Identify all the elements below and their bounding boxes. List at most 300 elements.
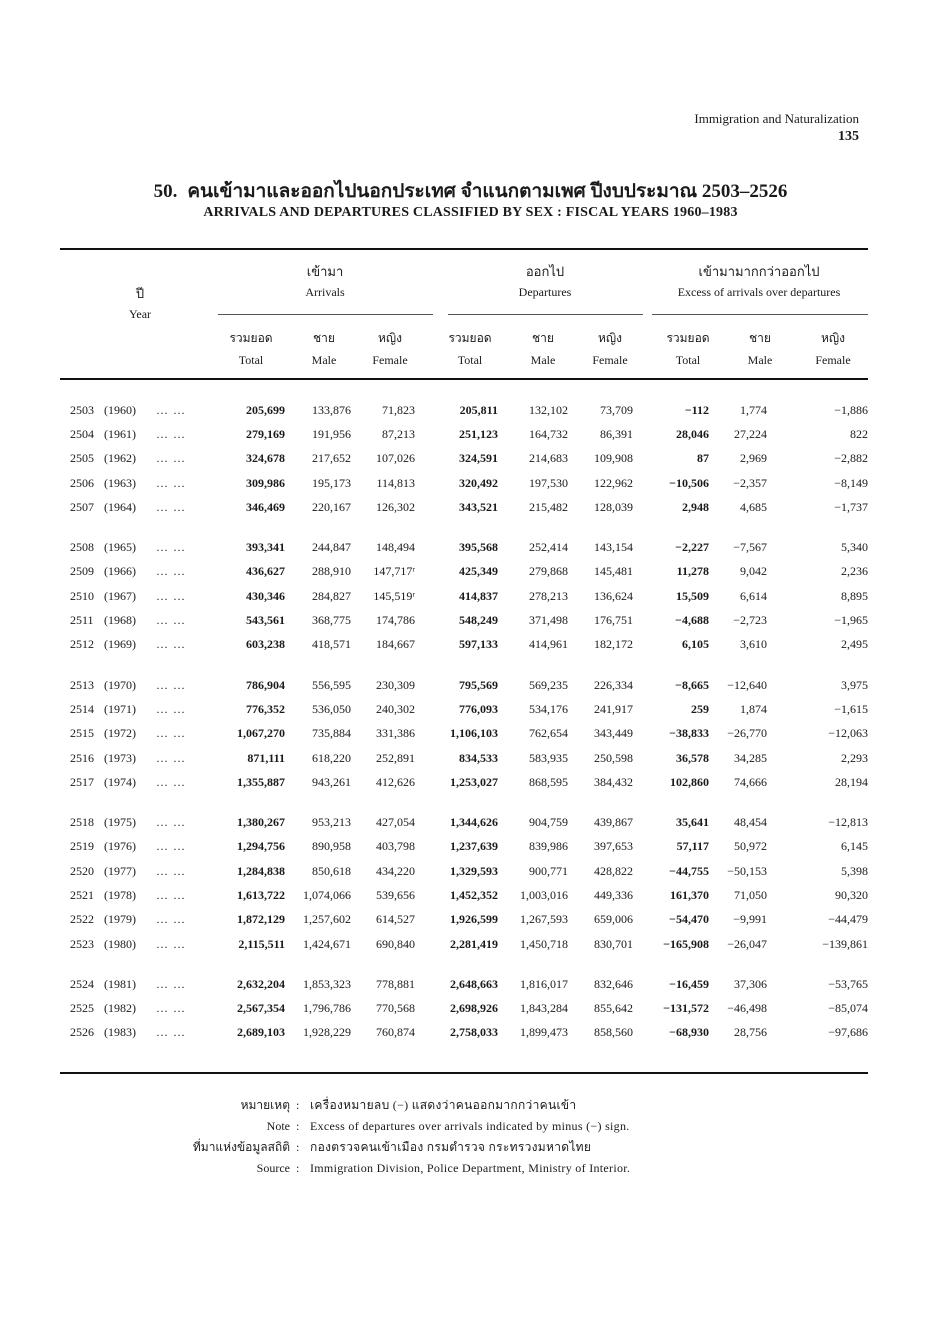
- arrivals-female-cell: 252,891: [376, 750, 415, 765]
- excess-male-cell: 1,774: [740, 402, 767, 417]
- dots-cell: … …: [156, 564, 186, 579]
- be-year-cell: 2520: [70, 863, 94, 878]
- table-row: [60, 932, 868, 956]
- dots-cell: … …: [156, 976, 186, 991]
- title-thai-text: คนเข้ามาและออกไปนอกประเทศ จำแนกตามเพศ ปีงบประมาณ 2503–2526: [187, 181, 788, 202]
- dots-cell: … …: [156, 912, 186, 927]
- arrivals-male-cell: 1,257,602: [303, 912, 351, 927]
- group-spacer: [60, 657, 868, 673]
- departures-total-cell: 425,349: [459, 564, 498, 579]
- departures-male-cell: 279,868: [529, 564, 568, 579]
- be-year-cell: 2516: [70, 750, 94, 765]
- departures-total-cell: 1,452,352: [450, 887, 498, 902]
- table-row: [60, 447, 868, 471]
- group-spacer: [60, 519, 868, 535]
- ad-year-cell: (1975): [104, 815, 136, 830]
- table-row: [60, 471, 868, 495]
- dots-cell: … …: [156, 750, 186, 765]
- departures-header: [445, 262, 645, 302]
- departures-female-cell: 143,154: [594, 540, 633, 555]
- excess-male-cell: 34,285: [734, 750, 767, 765]
- excess-male-cell: −9,991: [733, 912, 767, 927]
- ad-year-cell: (1967): [104, 588, 136, 603]
- excess-total-cell: −165,908: [663, 936, 709, 951]
- ad-year-cell: (1983): [104, 1025, 136, 1040]
- be-year-cell: 2519: [70, 839, 94, 854]
- departures-total-cell: 320,492: [459, 475, 498, 490]
- arrivals-underline: [218, 314, 433, 315]
- arrivals-total-cell: 393,341: [246, 540, 285, 555]
- dots-cell: … …: [156, 1001, 186, 1016]
- arrivals-male-cell: 288,910: [312, 564, 351, 579]
- table-row: [60, 560, 868, 584]
- departures-total-cell: 324,591: [459, 451, 498, 466]
- excess-female-cell: 90,320: [835, 887, 868, 902]
- excess-female-cell: 6,145: [841, 839, 868, 854]
- departures-male-cell: 1,450,718: [520, 936, 568, 951]
- ad-year-cell: (1961): [104, 426, 136, 441]
- excess-male-cell: 48,454: [734, 815, 767, 830]
- arrivals-male-cell: 1,424,671: [303, 936, 351, 951]
- arrivals-male-cell: 536,050: [312, 701, 351, 716]
- table-row: [60, 835, 868, 859]
- departures-total-header: รวมยอด Total: [448, 331, 492, 367]
- arrivals-male-header: ชาย Male: [311, 331, 337, 367]
- arrivals-male-cell: 418,571: [312, 637, 351, 652]
- departures-male-cell: 371,498: [529, 613, 568, 628]
- departures-male-cell: 534,176: [529, 701, 568, 716]
- departures-male-cell: 197,530: [529, 475, 568, 490]
- arrivals-header-en: Arrivals: [305, 285, 345, 299]
- arrivals-female-cell: 778,881: [376, 976, 415, 991]
- excess-total-cell: −4,688: [675, 613, 709, 628]
- departures-male-cell: 900,771: [529, 863, 568, 878]
- excess-male-cell: 2,969: [740, 451, 767, 466]
- arrivals-female-cell: 230,309: [376, 677, 415, 692]
- excess-male-cell: 3,610: [740, 637, 767, 652]
- excess-total-cell: −68,930: [669, 1025, 709, 1040]
- arrivals-female-cell: 770,568: [376, 1001, 415, 1016]
- departures-female-cell: 109,908: [594, 451, 633, 466]
- arrivals-total-cell: 346,469: [246, 499, 285, 514]
- be-year-cell: 2507: [70, 499, 94, 514]
- excess-male-header: ชาย Male: [747, 331, 773, 367]
- ad-year-cell: (1976): [104, 839, 136, 854]
- departures-female-cell: 86,391: [600, 426, 633, 441]
- excess-female-cell: 2,293: [841, 750, 868, 765]
- notes: [150, 1095, 630, 1179]
- arrivals-total-cell: 436,627: [246, 564, 285, 579]
- data-table: [60, 398, 868, 1045]
- excess-female-cell: 2,236: [841, 564, 868, 579]
- table-row: [60, 1021, 868, 1045]
- excess-female-cell: 2,495: [841, 637, 868, 652]
- departures-female-cell: 384,432: [594, 774, 633, 789]
- arrivals-female-cell: 403,798: [376, 839, 415, 854]
- table-title-thai: [0, 176, 941, 206]
- departures-female-cell: 136,624: [594, 588, 633, 603]
- ad-year-cell: (1972): [104, 726, 136, 741]
- arrivals-total-cell: 309,986: [246, 475, 285, 490]
- departures-total-cell: 776,093: [459, 701, 498, 716]
- dots-cell: … …: [156, 588, 186, 603]
- ad-year-cell: (1973): [104, 750, 136, 765]
- table-row: [60, 908, 868, 932]
- arrivals-female-cell: 760,874: [376, 1025, 415, 1040]
- dots-cell: … …: [156, 936, 186, 951]
- excess-total-cell: −131,572: [663, 1001, 709, 1016]
- be-year-cell: 2503: [70, 402, 94, 417]
- dots-cell: … …: [156, 613, 186, 628]
- departures-total-cell: 2,698,926: [450, 1001, 498, 1016]
- departures-total-cell: 834,533: [459, 750, 498, 765]
- excess-female-cell: −1,737: [834, 499, 868, 514]
- excess-total-cell: 36,578: [676, 750, 709, 765]
- ad-year-cell: (1978): [104, 887, 136, 902]
- dots-cell: … …: [156, 426, 186, 441]
- be-year-cell: 2526: [70, 1025, 94, 1040]
- departures-male-header: ชาย Male: [530, 331, 556, 367]
- departures-female-cell: 830,701: [594, 936, 633, 951]
- arrivals-total-cell: 543,561: [246, 613, 285, 628]
- table-row: [60, 398, 868, 422]
- table-row: [60, 722, 868, 746]
- excess-header-thai: เข้ามามากกว่าออกไป: [698, 264, 820, 279]
- arrivals-female-cell: 147,717ʳ: [373, 564, 415, 579]
- excess-female-header: หญิง Female: [815, 331, 851, 367]
- ad-year-cell: (1966): [104, 564, 136, 579]
- excess-male-cell: −7,567: [733, 540, 767, 555]
- be-year-cell: 2517: [70, 774, 94, 789]
- departures-male-cell: 132,102: [529, 402, 568, 417]
- excess-female-cell: 8,895: [841, 588, 868, 603]
- departures-total-cell: 2,281,419: [450, 936, 498, 951]
- be-year-cell: 2504: [70, 426, 94, 441]
- departures-total-cell: 1,253,027: [450, 774, 498, 789]
- departures-underline: [448, 314, 643, 315]
- departures-female-cell: 428,822: [594, 863, 633, 878]
- arrivals-total-cell: 279,169: [246, 426, 285, 441]
- arrivals-female-cell: 539,656: [376, 887, 415, 902]
- ad-year-cell: (1971): [104, 701, 136, 716]
- dots-cell: … …: [156, 637, 186, 652]
- excess-male-cell: 4,685: [740, 499, 767, 514]
- excess-underline: [652, 314, 868, 315]
- arrivals-female-cell: 145,519ʳ: [373, 588, 415, 603]
- departures-male-cell: 839,986: [529, 839, 568, 854]
- excess-total-header: รวมยอด Total: [666, 331, 710, 367]
- departures-female-cell: 73,709: [600, 402, 633, 417]
- arrivals-total-cell: 1,380,267: [237, 815, 285, 830]
- excess-female-cell: −12,063: [828, 726, 868, 741]
- excess-female-cell: −1,615: [834, 701, 868, 716]
- table-number: 50.: [153, 181, 178, 202]
- ad-year-cell: (1979): [104, 912, 136, 927]
- be-year-cell: 2506: [70, 475, 94, 490]
- be-year-cell: 2512: [70, 637, 94, 652]
- excess-total-cell: 15,509: [676, 588, 709, 603]
- ad-year-cell: (1968): [104, 613, 136, 628]
- excess-total-cell: 11,278: [676, 564, 709, 579]
- excess-male-cell: −50,153: [727, 863, 767, 878]
- departures-female-cell: 397,653: [594, 839, 633, 854]
- arrivals-female-cell: 174,786: [376, 613, 415, 628]
- departures-total-cell: 795,569: [459, 677, 498, 692]
- excess-male-cell: −2,357: [733, 475, 767, 490]
- excess-total-cell: −8,665: [675, 677, 709, 692]
- excess-female-cell: −12,813: [828, 815, 868, 830]
- arrivals-female-header: หญิง Female: [372, 331, 408, 367]
- excess-male-cell: −12,640: [727, 677, 767, 692]
- arrivals-total-cell: 324,678: [246, 451, 285, 466]
- arrivals-total-cell: 786,904: [246, 677, 285, 692]
- excess-female-cell: 28,194: [835, 774, 868, 789]
- source-english: Source : Immigration Division, Police Department, Ministry of Interior.: [256, 1161, 631, 1175]
- departures-male-cell: 762,654: [529, 726, 568, 741]
- arrivals-female-cell: 614,527: [376, 912, 415, 927]
- be-year-cell: 2521: [70, 887, 94, 902]
- departures-female-cell: 241,917: [594, 701, 633, 716]
- table-row: [60, 859, 868, 883]
- departures-male-cell: 1,003,016: [520, 887, 568, 902]
- departures-male-cell: 1,267,593: [520, 912, 568, 927]
- arrivals-male-cell: 953,213: [312, 815, 351, 830]
- excess-male-cell: −26,047: [727, 936, 767, 951]
- section-title: Immigration and Naturalization: [694, 111, 859, 126]
- dots-cell: … …: [156, 774, 186, 789]
- departures-female-cell: 122,962: [594, 475, 633, 490]
- excess-female-cell: −85,074: [828, 1001, 868, 1016]
- excess-total-cell: 102,860: [670, 774, 709, 789]
- arrivals-male-cell: 890,958: [312, 839, 351, 854]
- excess-male-cell: 6,614: [740, 588, 767, 603]
- dots-cell: … …: [156, 402, 186, 417]
- arrivals-total-cell: 603,238: [246, 637, 285, 652]
- ad-year-cell: (1981): [104, 976, 136, 991]
- excess-female-cell: −44,479: [828, 912, 868, 927]
- ad-year-cell: (1965): [104, 540, 136, 555]
- arrivals-total-cell: 1,872,129: [237, 912, 285, 927]
- page-number: 135: [838, 129, 859, 144]
- departures-male-cell: 252,414: [529, 540, 568, 555]
- departures-male-cell: 214,683: [529, 451, 568, 466]
- departures-total-cell: 343,521: [459, 499, 498, 514]
- arrivals-female-cell: 107,026: [376, 451, 415, 466]
- arrivals-female-cell: 114,813: [376, 475, 415, 490]
- table-row: [60, 770, 868, 794]
- ad-year-cell: (1960): [104, 402, 136, 417]
- excess-total-cell: 6,105: [682, 637, 709, 652]
- excess-total-cell: −112: [684, 402, 709, 417]
- ad-year-cell: (1970): [104, 677, 136, 692]
- group-spacer: [60, 956, 868, 972]
- be-year-cell: 2514: [70, 701, 94, 716]
- arrivals-total-cell: 2,115,511: [238, 936, 285, 951]
- ad-year-cell: (1962): [104, 451, 136, 466]
- excess-male-cell: 50,972: [734, 839, 767, 854]
- arrivals-male-cell: 556,595: [312, 677, 351, 692]
- note-english: Note : Excess of departures over arrivals indicated by minus (−) sign.: [266, 1119, 630, 1133]
- excess-female-cell: −8,149: [834, 475, 868, 490]
- arrivals-male-cell: 1,796,786: [303, 1001, 351, 1016]
- departures-total-cell: 1,926,599: [450, 912, 498, 927]
- dots-cell: … …: [156, 701, 186, 716]
- arrivals-female-cell: 71,823: [382, 402, 415, 417]
- be-year-cell: 2524: [70, 976, 94, 991]
- excess-header-en: Excess of arrivals over departures: [677, 285, 841, 299]
- arrivals-male-cell: 1,853,323: [303, 976, 351, 991]
- arrivals-female-cell: 240,302: [376, 701, 415, 716]
- excess-male-cell: −2,723: [733, 613, 767, 628]
- departures-total-cell: 597,133: [459, 637, 498, 652]
- running-head: [694, 110, 859, 146]
- table-title-english: ARRIVALS AND DEPARTURES CLASSIFIED BY SEX : FISCAL YEARS 1960–1983: [203, 205, 738, 220]
- excess-male-cell: 9,042: [740, 564, 767, 579]
- excess-total-cell: 161,370: [670, 887, 709, 902]
- table-row: [60, 972, 868, 996]
- arrivals-female-cell: 427,054: [376, 815, 415, 830]
- departures-total-cell: 205,811: [459, 402, 498, 417]
- departures-header-en: Departures: [518, 285, 572, 299]
- dots-cell: … …: [156, 475, 186, 490]
- dots-cell: … …: [156, 451, 186, 466]
- arrivals-total-header: รวมยอด Total: [229, 331, 273, 367]
- arrivals-female-cell: 148,494: [376, 540, 415, 555]
- top-rule: [60, 248, 868, 250]
- be-year-cell: 2522: [70, 912, 94, 927]
- be-year-cell: 2505: [70, 451, 94, 466]
- ad-year-cell: (1963): [104, 475, 136, 490]
- excess-male-cell: −26,770: [727, 726, 767, 741]
- excess-female-cell: −1,886: [834, 402, 868, 417]
- departures-male-cell: 164,732: [529, 426, 568, 441]
- dots-cell: … …: [156, 839, 186, 854]
- dots-cell: … …: [156, 499, 186, 514]
- arrivals-male-cell: 735,884: [312, 726, 351, 741]
- excess-total-cell: −54,470: [669, 912, 709, 927]
- arrivals-male-cell: 618,220: [312, 750, 351, 765]
- arrivals-male-cell: 1,928,229: [303, 1025, 351, 1040]
- departures-male-cell: 1,816,017: [520, 976, 568, 991]
- excess-total-cell: 2,948: [682, 499, 709, 514]
- be-year-cell: 2518: [70, 815, 94, 830]
- arrivals-total-cell: 1,284,838: [237, 863, 285, 878]
- arrivals-total-cell: 2,567,354: [237, 1001, 285, 1016]
- departures-female-cell: 659,006: [594, 912, 633, 927]
- departures-total-cell: 395,568: [459, 540, 498, 555]
- excess-total-cell: 259: [691, 701, 709, 716]
- departures-female-cell: 832,646: [594, 976, 633, 991]
- arrivals-total-cell: 2,632,204: [237, 976, 285, 991]
- note-thai: หมายเหตุ : เครื่องหมายลบ (−) แสดงว่าคนออกมากกว่าคนเข้า: [240, 1098, 577, 1112]
- dots-cell: … …: [156, 1025, 186, 1040]
- ad-year-cell: (1964): [104, 499, 136, 514]
- dots-cell: … …: [156, 887, 186, 902]
- departures-male-cell: 414,961: [529, 637, 568, 652]
- departures-male-cell: 583,935: [529, 750, 568, 765]
- departures-male-cell: 569,235: [529, 677, 568, 692]
- be-year-cell: 2523: [70, 936, 94, 951]
- ad-year-cell: (1974): [104, 774, 136, 789]
- dots-cell: … …: [156, 540, 186, 555]
- departures-total-cell: 2,648,663: [450, 976, 498, 991]
- year-header-thai: ปี: [135, 286, 145, 301]
- excess-male-cell: 74,666: [734, 774, 767, 789]
- excess-total-cell: 87: [697, 451, 709, 466]
- departures-female-cell: 128,039: [594, 499, 633, 514]
- departures-male-cell: 1,899,473: [520, 1025, 568, 1040]
- departures-female-cell: 449,336: [594, 887, 633, 902]
- departures-total-cell: 251,123: [459, 426, 498, 441]
- be-year-cell: 2508: [70, 540, 94, 555]
- departures-total-cell: 1,344,626: [450, 815, 498, 830]
- be-year-cell: 2509: [70, 564, 94, 579]
- excess-total-cell: −10,506: [669, 475, 709, 490]
- table-row: [60, 810, 868, 834]
- arrivals-male-cell: 217,652: [312, 451, 351, 466]
- table-row: [60, 535, 868, 559]
- year-header-en: Year: [128, 307, 152, 321]
- arrivals-total-cell: 1,294,756: [237, 839, 285, 854]
- arrivals-female-cell: 690,840: [376, 936, 415, 951]
- excess-female-cell: 822: [850, 426, 868, 441]
- departures-female-cell: 176,751: [594, 613, 633, 628]
- departures-male-cell: 868,595: [529, 774, 568, 789]
- departures-total-cell: 1,106,103: [450, 726, 498, 741]
- excess-header: [648, 262, 870, 302]
- departures-female-cell: 855,642: [594, 1001, 633, 1016]
- departures-female-cell: 250,598: [594, 750, 633, 765]
- be-year-cell: 2513: [70, 677, 94, 692]
- arrivals-total-cell: 205,699: [246, 402, 285, 417]
- year-header: [100, 284, 180, 324]
- excess-male-cell: −46,498: [727, 1001, 767, 1016]
- arrivals-total-cell: 430,346: [246, 588, 285, 603]
- arrivals-total-cell: 1,067,270: [237, 726, 285, 741]
- departures-female-cell: 226,334: [594, 677, 633, 692]
- be-year-cell: 2515: [70, 726, 94, 741]
- arrivals-male-cell: 191,956: [312, 426, 351, 441]
- table-row: [60, 633, 868, 657]
- excess-total-cell: −2,227: [675, 540, 709, 555]
- departures-total-cell: 1,237,639: [450, 839, 498, 854]
- departures-total-cell: 2,758,033: [450, 1025, 498, 1040]
- arrivals-female-cell: 434,220: [376, 863, 415, 878]
- excess-female-cell: 3,975: [841, 677, 868, 692]
- departures-total-cell: 548,249: [459, 613, 498, 628]
- excess-total-cell: −44,755: [669, 863, 709, 878]
- excess-male-cell: 28,756: [734, 1025, 767, 1040]
- departures-female-cell: 145,481: [594, 564, 633, 579]
- excess-female-cell: −2,882: [834, 451, 868, 466]
- arrivals-header: [215, 262, 435, 302]
- arrivals-total-cell: 1,613,722: [237, 887, 285, 902]
- arrivals-female-cell: 184,667: [376, 637, 415, 652]
- excess-total-cell: 57,117: [676, 839, 709, 854]
- table-row: [60, 883, 868, 907]
- be-year-cell: 2510: [70, 588, 94, 603]
- table-row: [60, 746, 868, 770]
- ad-year-cell: (1980): [104, 936, 136, 951]
- departures-female-cell: 182,172: [594, 637, 633, 652]
- group-spacer: [60, 794, 868, 810]
- excess-female-cell: 5,398: [841, 863, 868, 878]
- ad-year-cell: (1969): [104, 637, 136, 652]
- table-row: [60, 608, 868, 632]
- table-row: [60, 673, 868, 697]
- table-row: [60, 495, 868, 519]
- arrivals-male-cell: 195,173: [312, 475, 351, 490]
